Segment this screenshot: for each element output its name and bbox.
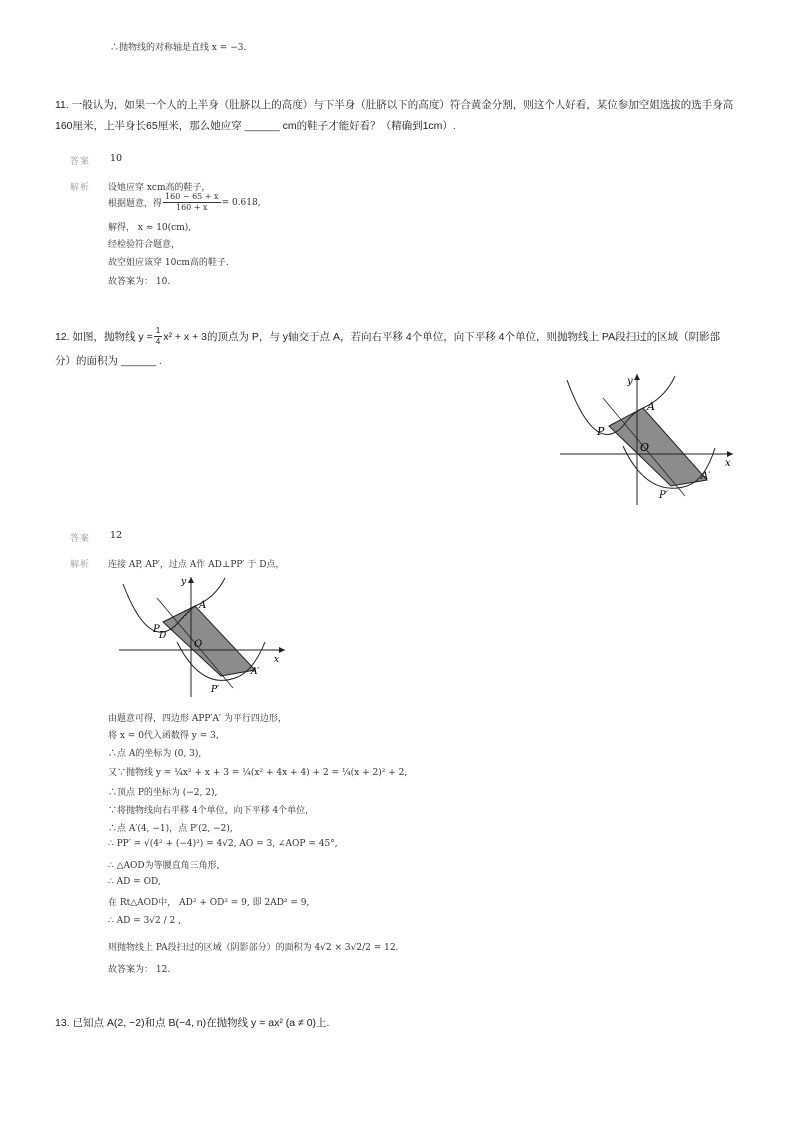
q11-sol-line: 设她应穿 xcm高的鞋子， bbox=[108, 183, 211, 193]
q12-pre: 12. 如图，抛物线 y = bbox=[55, 331, 153, 343]
q12-sol-line: 将 x = 0代入函数得 y = 3, bbox=[108, 731, 219, 741]
x-axis-arrow bbox=[279, 647, 285, 653]
q11-sol-line: 解得， x ≈ 10(cm), bbox=[108, 223, 192, 233]
q12-sol-line: 由题意可得，四边形 APP′A′ 为平行四边形， bbox=[108, 714, 287, 724]
q12-sol-line: 在 Rt△AOD中， AD² + OD² = 9, 即 2AD² = 9, bbox=[108, 898, 310, 908]
label-y: y bbox=[181, 577, 187, 587]
label-P-prime: P′ bbox=[211, 685, 220, 695]
q12-solution-figure bbox=[115, 572, 290, 700]
q12-sol-line: 又∵抛物线 y = ¼x² + x + 3 = ¼(x² + 4x + 4) + 2 = ¼(x + 2)² + 2, bbox=[108, 768, 408, 778]
q11-sol-line: = 0.618, bbox=[221, 197, 261, 208]
q12-frac-num: 1 bbox=[155, 326, 161, 335]
q12-figure bbox=[555, 368, 740, 508]
q12-fraction bbox=[154, 326, 162, 347]
label-x: x bbox=[274, 655, 280, 665]
q11-fraction bbox=[163, 192, 221, 213]
label-A-prime: A′ bbox=[251, 667, 260, 677]
q13-text: 13. 已知点 A(2, −2)和点 B(−4, n)在抛物线 y = ax² (a ≠ 0)上. bbox=[55, 1017, 330, 1029]
q11-sol-line: 经检验符合题意， bbox=[108, 240, 181, 250]
label-y: y bbox=[627, 376, 633, 387]
q11-frac-den: 160 + x bbox=[176, 203, 208, 212]
q11-frac-num: 160 − 65 + x bbox=[165, 192, 219, 201]
x-axis-arrow bbox=[727, 451, 733, 457]
label-P: P bbox=[597, 425, 605, 438]
label-A-prime: A′ bbox=[701, 471, 711, 482]
q12-text-line1 bbox=[55, 326, 720, 347]
q12-sol-line: ∴ △AOD为等腰直角三角形, bbox=[108, 861, 220, 871]
q12-sol-line: ∵将抛物线向右平移 4个单位，向下平移 4个单位， bbox=[108, 806, 315, 816]
q12-text-line2: 分）的面积为 ______ . bbox=[55, 355, 162, 367]
q12-frac-den: 4 bbox=[155, 337, 161, 346]
q11-sol-line: 故空姐应该穿 10cm高的鞋子. bbox=[108, 258, 229, 268]
q12-sol-line: 则抛物线上 PA段扫过的区域（阴影部分）的面积为 4√2 × 3√2/2 = 12. bbox=[108, 943, 399, 953]
y-axis-arrow bbox=[634, 374, 640, 380]
q11-sol-line: 根据题意，得 bbox=[108, 199, 163, 209]
label-P-prime: P′ bbox=[659, 490, 668, 501]
q12-sol-line: ∴ AD = OD, bbox=[108, 877, 161, 887]
q11-equation bbox=[108, 192, 261, 213]
q12-post: x² + x + 3的顶点为 P，与 y轴交于点 A，若向右平移 4个单位，向下平移 4个单位，则抛物线上 PA段扫过的区域（阴影部 bbox=[163, 331, 721, 343]
label-O: O bbox=[640, 441, 650, 454]
shaded-region bbox=[163, 606, 255, 676]
y-axis-arrow bbox=[188, 577, 194, 583]
symmetry-axis-conclusion: ∴抛物线的对称轴是直线 x = −3. bbox=[110, 43, 247, 53]
q12-sol-line: ∴点 A′(4, −1)，点 P′(2, −2), bbox=[108, 824, 233, 834]
label-P: P bbox=[153, 624, 160, 635]
q11-sol-line: 故答案为： 10. bbox=[108, 277, 171, 287]
q12-sol-line: ∴点 A的坐标为 (0, 3), bbox=[108, 749, 202, 759]
q12-sol-line: ∴ PP′ = √(4² + (−4)²) = 4√2, AO = 3, ∠AOP = 45°, bbox=[108, 839, 338, 849]
q12-sol-first: 连接 AP, AP′，过点 A作 AD⊥PP′ 于 D点， bbox=[108, 560, 285, 570]
q11-analysis-tag: 解析 bbox=[70, 183, 91, 193]
q12-analysis-tag: 解析 bbox=[70, 560, 91, 570]
q12-sol-line: 故答案为： 12. bbox=[108, 965, 171, 975]
label-A: A bbox=[647, 400, 655, 413]
q12-sol-line: ∴ AD = 3√2 / 2 , bbox=[108, 916, 181, 926]
q12-answer: 12 bbox=[110, 530, 123, 541]
q11-text-line2: 160厘米，上半身长65厘米，那么她应穿 ______ cm的鞋子才能好看？（精确到1cm）. bbox=[55, 120, 456, 132]
q12-sol-line: ∴顶点 P的坐标为 (−2, 2), bbox=[108, 788, 218, 798]
q11-answer: 10 bbox=[110, 153, 123, 164]
q12-answer-tag: 答案 bbox=[70, 534, 91, 544]
label-A: A bbox=[199, 600, 207, 611]
label-O: O bbox=[194, 639, 203, 650]
q11-text-line1: 11. 一般认为，如果一个人的上半身（肚脐以上的高度）与下半身（肚脐以下的高度）符合黄金分割，则这个人好看，某位参加空姐选拔的选手身高 bbox=[55, 99, 734, 111]
label-D: D bbox=[159, 631, 167, 641]
label-x: x bbox=[725, 458, 731, 469]
q11-answer-tag: 答案 bbox=[70, 157, 91, 167]
